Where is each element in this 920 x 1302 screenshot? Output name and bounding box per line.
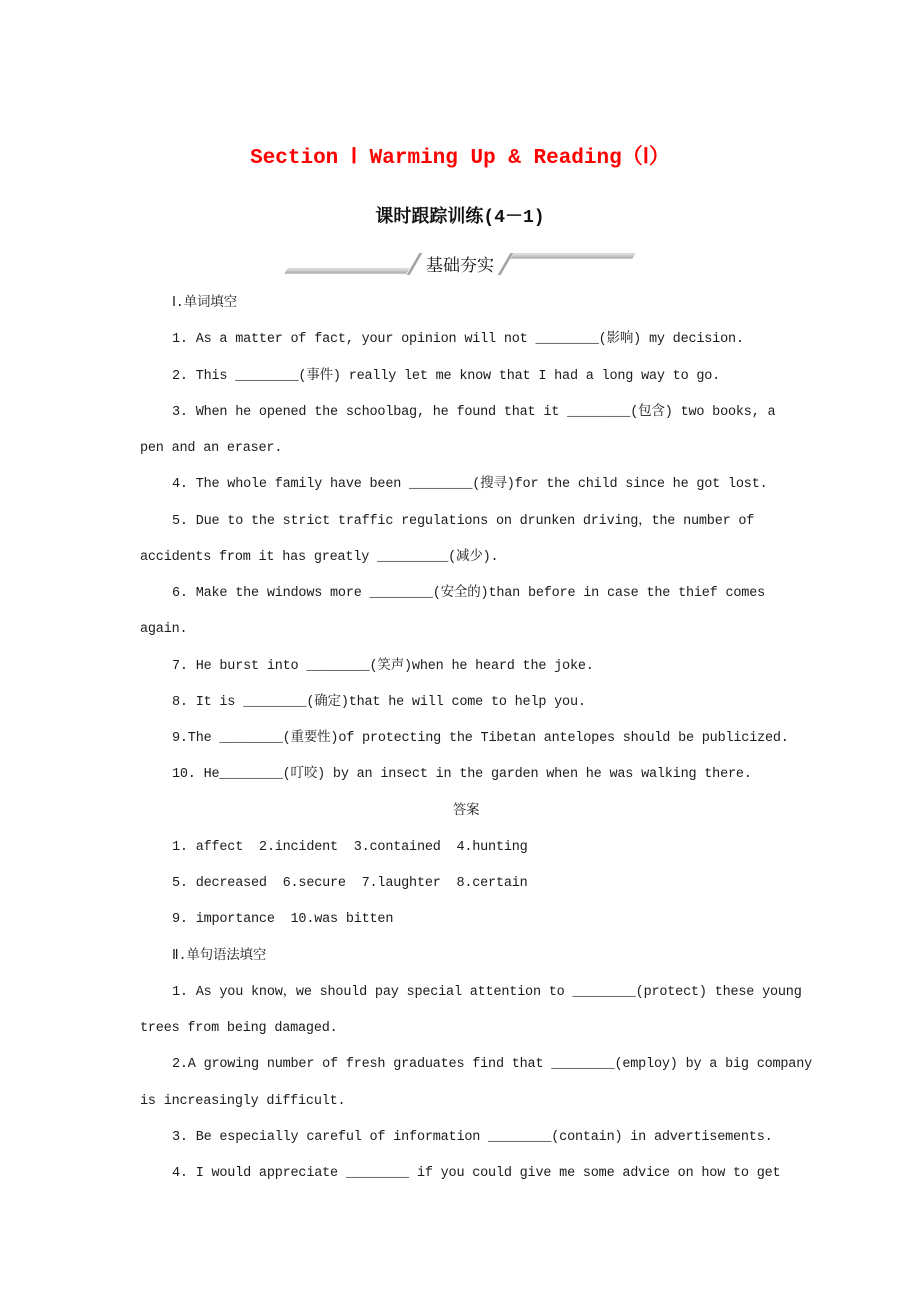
- exercise-line: 2. This ________(事件) really let me know that I had a long way to go.: [172, 368, 721, 384]
- exercise-line: 10. He________(叮咬) by an insect in the garden when he was walking there.: [172, 767, 752, 783]
- exercise-line-continuation: pen and an eraser.: [140, 441, 283, 456]
- answer-line: 5. decreased 6.secure 7.laughter 8.certain: [172, 876, 528, 891]
- section-heading-word-fill: Ⅰ.单词填空: [172, 296, 237, 311]
- exercise-line-continuation: trees from being damaged.: [140, 1021, 338, 1036]
- exercise-line: 4. The whole family have been ________(搜寻)for the child since he got lost.: [172, 477, 768, 493]
- banner-line-right: [510, 253, 635, 259]
- answer-line: 9. importance 10.was bitten: [172, 912, 394, 928]
- page-title: Section Ⅰ Warming Up & Reading（Ⅰ）: [250, 147, 670, 170]
- answers-heading: 答案: [452, 803, 480, 819]
- exercise-line: 3. Be especially careful of information ________(contain) in advertisements.: [172, 1129, 773, 1145]
- answer-line: 1. affect 2.incident 3.contained 4.hunting: [172, 839, 528, 855]
- exercise-line: 1. As you know，we should pay special attention to ________(protect) these young: [172, 984, 802, 1000]
- exercise-line: 3. When he opened the schoolbag, he found that it ________(包含) two books, a: [172, 404, 776, 420]
- exercise-line: 9.The ________(重要性)of protecting the Tibetan antelopes should be publicized.: [172, 731, 789, 746]
- exercise-line: 4. I would appreciate ________ if you could give me some advice on how to get: [172, 1166, 781, 1181]
- exercise-line: 8. It is ________(确定)that he will come to help you.: [172, 694, 586, 710]
- section-heading-grammar-fill: Ⅱ.单句语法填空: [172, 948, 267, 964]
- exercise-line-continuation: is increasingly difficult.: [140, 1093, 346, 1109]
- slash-icon-left: [407, 253, 423, 275]
- exercise-line: 6. Make the windows more ________(安全的)than before in case the thief comes: [172, 586, 765, 601]
- worksheet-body: [140, 286, 813, 1192]
- exercise-line: 1. As a matter of fact, your opinion will not ________(影响) my decision.: [172, 332, 744, 348]
- exercise-line: 5. Due to the strict traffic regulations on drunken driving，the number of: [172, 513, 755, 529]
- exercise-line-continuation: again.: [140, 622, 188, 638]
- exercise-line-continuation: accidents from it has greatly _________(减少).: [140, 549, 499, 565]
- banner-line-left: [284, 268, 409, 274]
- exercise-line: 2.A growing number of fresh graduates find that ________(employ) by a big company: [172, 1057, 813, 1073]
- section-banner: [0, 246, 920, 282]
- banner-label: 基础夯实: [426, 258, 494, 277]
- page-subtitle: 课时跟踪训练(4－1): [375, 208, 545, 228]
- exercise-line: 7. He burst into ________(笑声)when he heard the joke.: [172, 658, 594, 674]
